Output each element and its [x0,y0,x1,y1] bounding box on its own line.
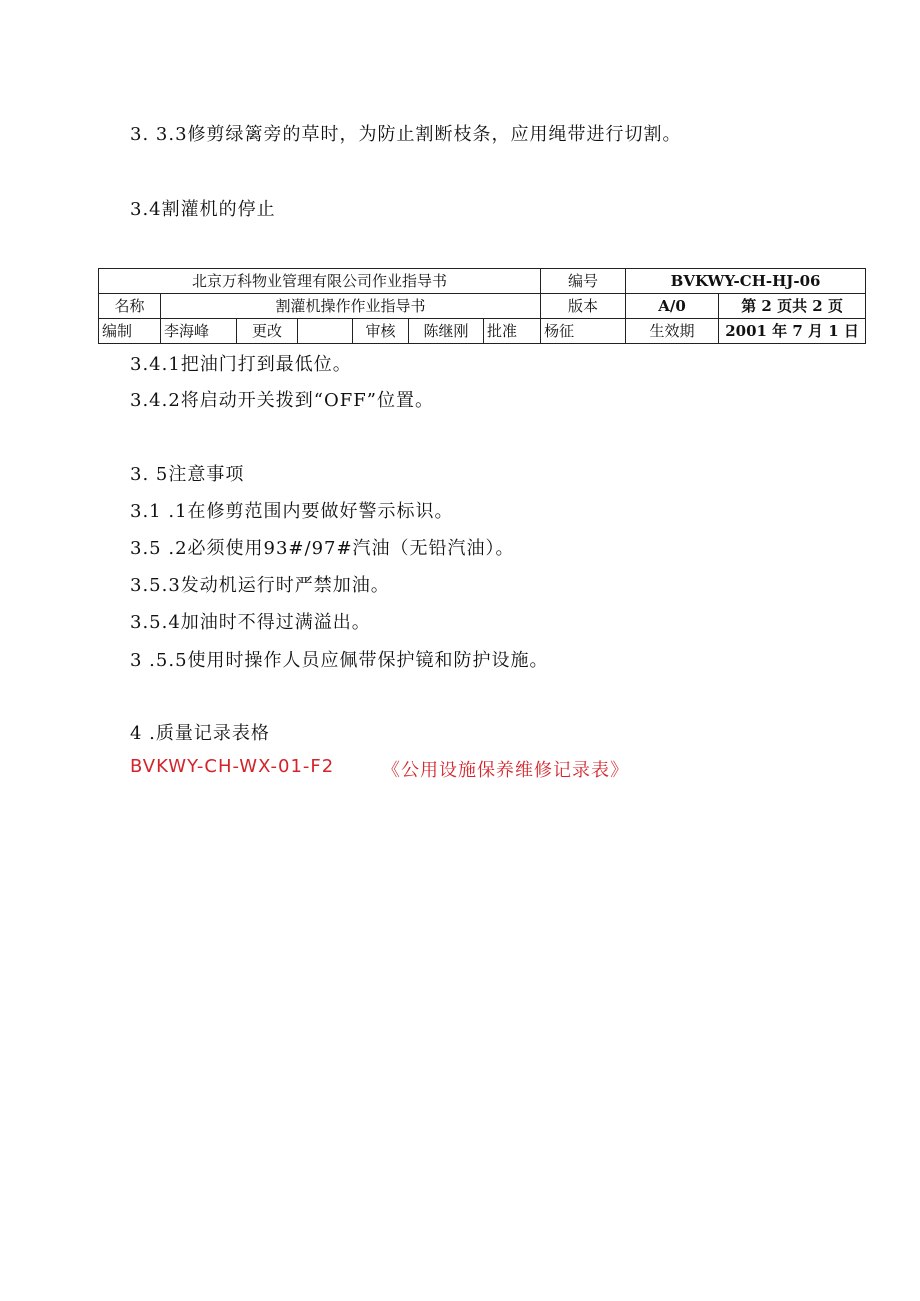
review-label: 审核 [353,319,409,344]
version-value: A/0 [626,294,719,319]
author-label: 编制 [99,319,161,344]
section-3-4-heading: 3.4割灌机的停止 [130,199,276,220]
section-4-heading: 4 .质量记录表格 [130,723,270,744]
page-info: 第 2 页共 2 页 [719,294,866,319]
paragraph-3-4-2: 3.4.2将启动开关拨到“OFF”位置。 [130,390,434,411]
change-value [298,319,353,344]
paragraph-3-5-2: 3.5 .2必须使用93#/97#汽油（无铅汽油）。 [130,538,515,559]
paragraph-3-5-1: 3.1 .1在修剪范围内要做好警示标识。 [130,501,454,522]
number-label: 编号 [541,269,626,294]
review-value: 陈继刚 [409,319,484,344]
section-3-5-heading: 3. 5注意事项 [130,464,245,485]
quality-record-line [130,756,730,780]
effective-label: 生效期 [626,319,719,344]
paragraph-3-5-4: 3.5.4加油时不得过满溢出。 [130,612,371,633]
paragraph-3-5-5: 3 .5.5使用时操作人员应佩带保护镜和防护设施。 [130,650,549,671]
record-code: BVKWY-CH-WX-01-F2 [130,756,335,777]
author-value: 李海峰 [161,319,237,344]
document-header-table [98,268,866,344]
company-title: 北京万科物业管理有限公司作业指导书 [99,269,541,294]
name-label: 名称 [99,294,161,319]
record-title: 《公用设施保养维修记录表》 [382,760,629,781]
name-value: 割灌机操作作业指导书 [161,294,541,319]
paragraph-3-4-1: 3.4.1把油门打到最低位。 [130,354,352,375]
number-value: BVKWY-CH-HJ-06 [626,269,866,294]
approve-value: 杨征 [541,319,626,344]
effective-value: 2001 年 7 月 1 日 [719,319,866,344]
change-label: 更改 [237,319,298,344]
paragraph-3-5-3: 3.5.3发动机运行时严禁加油。 [130,575,390,596]
version-label: 版本 [541,294,626,319]
approve-label: 批准 [484,319,541,344]
paragraph-3-3-3: 3. 3.3修剪绿篱旁的草时，为防止割断枝条，应用绳带进行切割。 [130,124,682,145]
